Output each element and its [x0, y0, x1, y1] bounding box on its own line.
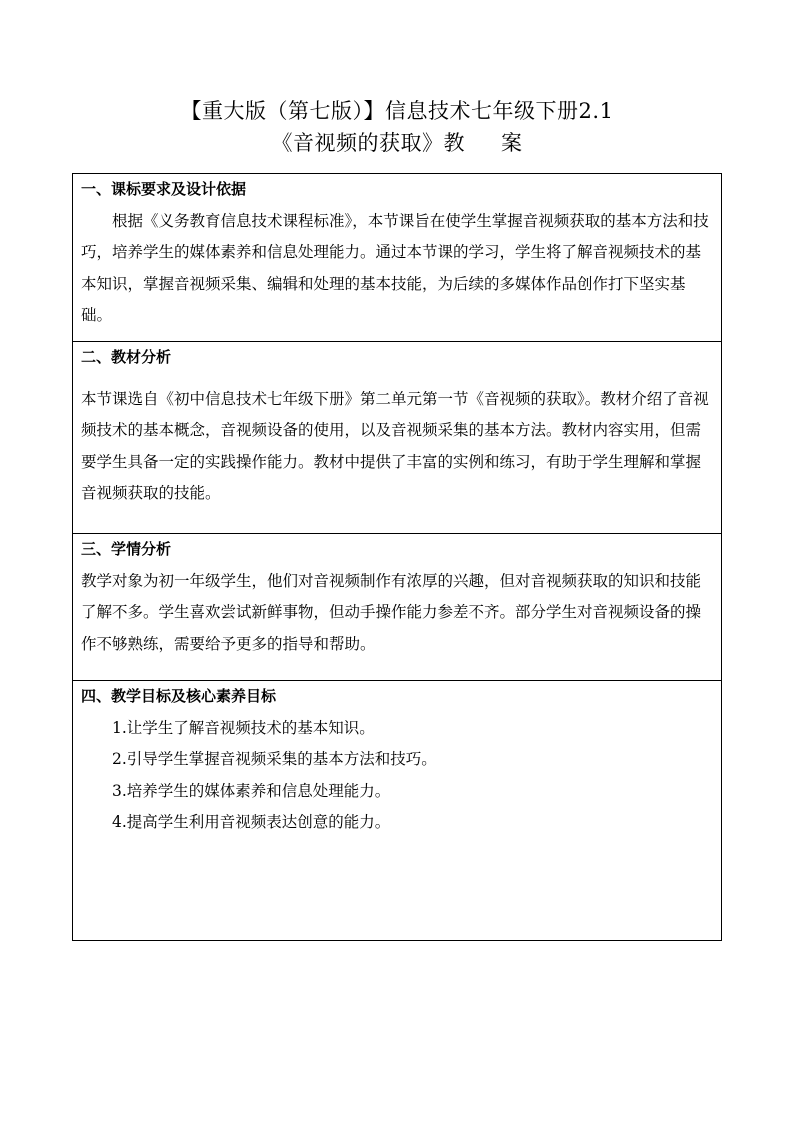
- section-cell: [73, 174, 722, 342]
- section-heading: 二、教材分析: [81, 348, 172, 366]
- section-row-curriculum: [73, 174, 722, 342]
- document-title-line2: [0, 128, 794, 158]
- section-heading: 一、课标要求及设计依据: [81, 180, 247, 198]
- section-body: 根据《义务教育信息技术课程标准》，本节课旨在使学生掌握音视频获取的基本方法和技巧，培养学生的媒体素养和信息处理能力。通过本节课的学习，学生将了解音视频技术的基本知识，掌握音视频采集、编辑和处理的基本技能，为后续的多媒体作品创作打下坚实基础。: [81, 211, 709, 324]
- objective-item: 2.引导学生掌握音视频采集的基本方法和技巧。: [112, 750, 437, 768]
- section-row-objectives: [73, 681, 722, 941]
- objective-item: 1.让学生了解音视频技术的基本知识。: [112, 718, 375, 737]
- objective-item: 4.提高学生利用音视频表达创意的能力。: [112, 813, 391, 831]
- section-heading: 三、学情分析: [81, 540, 172, 558]
- section-cell: [73, 342, 722, 534]
- objective-item: 3.培养学生的媒体素养和信息处理能力。: [112, 781, 391, 800]
- title-line2-part-b: 案: [501, 131, 523, 155]
- lesson-plan-table: [72, 173, 722, 941]
- section-row-textbook: [73, 342, 722, 534]
- section-cell: [73, 681, 722, 941]
- section-row-students: [73, 534, 722, 681]
- section-heading: 四、教学目标及核心素养目标: [81, 687, 277, 705]
- title-line2-part-a: 《音视频的获取》教: [271, 131, 465, 155]
- document-title-line1: 【重大版（第七版）】信息技术七年级下册2.1: [180, 99, 614, 123]
- section-body: 本节课选自《初中信息技术七年级下册》第二单元第一节《音视频的获取》。教材介绍了音视频技术的基本概念，音视频设备的使用，以及音视频采集的基本方法。教材内容实用，但需要学生具备一定的实践操作能力。教材中提供了丰富的实例和练习，有助于学生理解和掌握音视频获取的技能。: [81, 389, 709, 502]
- section-body: 教学对象为初一年级学生，他们对音视频制作有浓厚的兴趣，但对音视频获取的知识和技能了解不多。学生喜欢尝试新鲜事物，但动手操作能力参差不齐。部分学生对音视频设备的操作不够熟练，需要给予更多的指导和帮助。: [81, 571, 702, 653]
- section-cell: [73, 534, 722, 681]
